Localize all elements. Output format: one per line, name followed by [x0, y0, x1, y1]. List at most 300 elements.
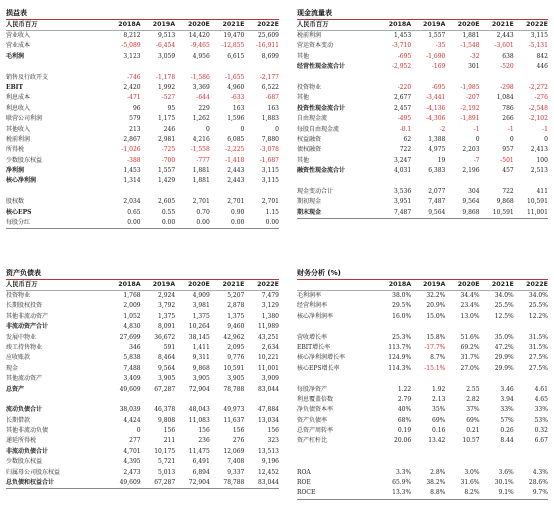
cashflow-cell-value: -2,102	[528, 115, 548, 123]
cashflow-cell-value: 2,513	[530, 167, 548, 175]
balance-cell-value: 7,488	[123, 364, 141, 372]
income-table-row	[6, 197, 279, 207]
cashflow-row-label: 营运资本变动	[297, 42, 334, 50]
ratios-cell-value: 32.2%	[426, 292, 446, 299]
ratios-cell-value: 20.9%	[426, 302, 446, 310]
balance-cell-value: 38,145	[188, 333, 210, 341]
balance-table-row	[6, 312, 279, 322]
financial-ratios-body	[297, 291, 548, 499]
income-table-row	[6, 208, 279, 218]
balance-table-row	[6, 426, 279, 436]
income-cell-value: 0	[240, 125, 245, 133]
balance-cell-value: 5,838	[123, 354, 141, 362]
cashflow-cell-value: -35	[435, 42, 446, 50]
balance-cell-value: 42,962	[223, 333, 245, 341]
cashflow-cell-value: -695	[397, 52, 412, 60]
cashflow-cell-value: -1	[507, 125, 514, 133]
balance-row-label: 非流动负债合计	[6, 447, 49, 455]
balance-cell-value: 9,776	[227, 354, 245, 362]
balance-year-header: 2018A	[118, 281, 141, 288]
balance-cell-value: 13,034	[257, 416, 279, 424]
cashflow-year-header: 2018A	[388, 21, 412, 28]
income-row-label: 少数股东权益	[6, 156, 43, 164]
income-cell-value: 1,557	[158, 167, 176, 175]
income-table-row	[6, 125, 279, 135]
income-cell-value: 1.15	[265, 208, 279, 216]
ratios-cell-value: 15.8%	[426, 333, 446, 341]
balance-row-label: 其他非流动负债	[6, 427, 49, 435]
income-row-label: 营业收入	[6, 32, 31, 39]
balance-cell-value: 2,009	[123, 302, 141, 310]
ratios-year-header: 2018A	[388, 281, 412, 288]
cashflow-cell-value: 9,868	[496, 198, 514, 206]
balance-sheet-panel	[6, 268, 279, 489]
cashflow-cell-value: -2,548	[528, 104, 548, 112]
ratios-cell-value: 31.7%	[460, 354, 480, 362]
balance-row-label: 总资产	[6, 385, 25, 393]
balance-cell-value: 346	[129, 343, 141, 351]
ratios-table-row	[297, 333, 548, 343]
cashflow-cell-value: -495	[397, 115, 412, 123]
balance-cell-value: 5,013	[158, 468, 176, 476]
income-cell-value: 0.65	[127, 208, 141, 216]
income-cell-value: 2,420	[123, 83, 141, 91]
income-cell-value: 7,880	[261, 135, 279, 143]
ratios-spacer	[297, 447, 548, 457]
ratios-table-row	[297, 364, 548, 374]
cashflow-cell-value: 842	[536, 52, 548, 60]
cashflow-table-row	[297, 62, 548, 72]
ratios-cell-value: 6.67	[534, 437, 548, 445]
balance-cell-value: 0	[136, 427, 141, 435]
balance-table-row	[6, 301, 279, 311]
cashflow-cell-value: -520	[500, 63, 514, 71]
balance-cell-value: 1,052	[123, 312, 141, 320]
cashflow-cell-value: 9,564	[428, 208, 446, 216]
income-table-row	[6, 104, 279, 114]
balance-cell-value: 27,699	[119, 333, 141, 341]
income-year-header: 2022E	[257, 21, 279, 28]
income-cell-value: 6,615	[227, 52, 245, 60]
cashflow-cell-value: 957	[502, 146, 514, 154]
ratios-cell-value: 0.21	[466, 427, 480, 435]
ratios-spacer	[297, 322, 548, 332]
balance-table-row	[6, 343, 279, 353]
cashflow-cell-value: 4,975	[428, 146, 446, 154]
balance-cell-value: 13,513	[257, 447, 279, 455]
ratios-year-header: 2019A	[422, 281, 446, 288]
balance-cell-value: 4,424	[123, 416, 141, 424]
cashflow-cell-value: 9,564	[462, 198, 480, 206]
cashflow-row-label: 期末现金	[297, 208, 322, 216]
balance-cell-value: 3,129	[261, 302, 279, 310]
ratios-cell-value: 27.5%	[528, 354, 548, 362]
income-cell-value: 0	[205, 125, 210, 133]
income-row-label: 其他收入	[6, 125, 31, 133]
cashflow-cell-value: -2,192	[460, 104, 480, 112]
income-table-row	[6, 93, 279, 103]
cashflow-statement-body	[297, 31, 548, 218]
income-table-row	[6, 83, 279, 93]
balance-cell-value: 83,044	[257, 385, 279, 393]
ratios-cell-value: 13.42	[428, 437, 446, 445]
income-cell-value: 19,470	[223, 32, 245, 39]
balance-cell-value: 11,637	[223, 416, 245, 424]
ratios-cell-value: 28.6%	[528, 479, 548, 487]
ratios-cell-value: 20.06	[394, 437, 412, 445]
income-cell-value: 1,314	[123, 177, 141, 185]
cashflow-cell-value: 722	[502, 187, 514, 195]
balance-cell-value: 78,788	[223, 385, 245, 393]
cashflow-row-label: 权益融资	[297, 135, 322, 143]
income-cell-value: -725	[161, 146, 176, 154]
cashflow-year-header: 2020E	[457, 21, 480, 28]
balance-cell-value: 9,868	[192, 364, 210, 372]
cashflow-table-row	[297, 83, 548, 93]
balance-cell-value: 9,808	[158, 416, 176, 424]
income-cell-value: 6,085	[227, 135, 245, 143]
ratios-cell-value: 0.32	[534, 427, 548, 435]
cashflow-cell-value: 2,413	[530, 146, 548, 154]
ratios-year-header: 2021E	[491, 281, 514, 288]
balance-cell-value: 156	[198, 427, 210, 435]
ratios-row-label: ROE	[297, 479, 311, 487]
cashflow-cell-value: 638	[502, 52, 514, 60]
balance-cell-value: 1,411	[192, 343, 210, 351]
balance-row-label: 少数股东权益	[6, 458, 43, 466]
cashflow-cell-value: 457	[502, 167, 514, 175]
income-cell-value: 95	[167, 104, 176, 112]
income-row-label: 利息成本	[6, 94, 31, 102]
income-row-label: 核心净利润	[6, 177, 37, 185]
cashflow-cell-value: 3,951	[394, 198, 412, 206]
cashflow-cell-value: 2,203	[462, 146, 480, 154]
balance-cell-value: 7,479	[261, 292, 279, 299]
income-row-label: 营业成本	[6, 42, 31, 50]
cashflow-cell-value: -0.1	[399, 125, 412, 133]
ratios-cell-value: -15.1%	[424, 364, 446, 372]
ratios-cell-value: 69%	[466, 416, 480, 424]
income-cell-value: -1,026	[121, 146, 141, 154]
cashflow-cell-value: -32	[469, 52, 480, 60]
ratios-table-row	[297, 291, 548, 301]
ratios-cell-value: 38.2%	[426, 479, 446, 487]
income-cell-value: -687	[265, 94, 279, 102]
balance-cell-value: 8,091	[158, 323, 176, 331]
cashflow-cell-value: 2,443	[496, 32, 514, 39]
balance-cell-value: 3,905	[192, 375, 210, 383]
income-cell-value: -5,089	[121, 42, 141, 50]
cashflow-cell-value: -3,601	[494, 42, 514, 50]
income-cell-value: 0	[275, 125, 279, 133]
balance-cell-value: 49,609	[119, 479, 141, 487]
cashflow-cell-value: 9,868	[462, 208, 480, 216]
ratios-table-row	[297, 436, 548, 446]
income-cell-value: 6,522	[261, 83, 279, 91]
cashflow-row-label: 投资性现金流合计	[297, 104, 346, 112]
income-cell-value: 0.00	[231, 219, 245, 227]
balance-cell-value: 47,884	[257, 406, 279, 414]
income-cell-value: 4,216	[192, 135, 210, 143]
balance-cell-value: 83,044	[257, 479, 279, 487]
balance-cell-value: 10,264	[188, 323, 210, 331]
balance-table-row	[6, 436, 279, 446]
balance-cell-value: 9,196	[261, 458, 279, 466]
cashflow-cell-value: 7,487	[394, 208, 412, 216]
income-unit-label: 人民币百万	[6, 21, 38, 28]
financial-ratios-panel	[297, 268, 548, 500]
cashflow-cell-value: 1,388	[428, 135, 446, 143]
balance-cell-value: 3,905	[158, 375, 176, 383]
balance-cell-value: 72,904	[188, 479, 210, 487]
income-row-label: 所得税	[6, 146, 25, 154]
income-statement-body	[6, 31, 279, 228]
balance-table-row	[6, 322, 279, 332]
ratios-cell-value: 57%	[500, 416, 514, 424]
cashflow-table-row	[297, 52, 548, 62]
ratios-cell-value: 33%	[500, 406, 514, 414]
cashflow-cell-value: -3,710	[391, 42, 412, 50]
ratios-row-label: 每股净资产	[297, 385, 328, 393]
income-cell-value: 1,881	[192, 177, 210, 185]
income-cell-value: 163	[267, 104, 279, 112]
income-table-row	[6, 145, 279, 155]
ratios-year-header: 2022E	[526, 281, 548, 288]
ratios-table-row	[297, 468, 548, 478]
ratios-cell-value: 38.0%	[392, 292, 412, 299]
ratios-cell-value: 29.9%	[494, 364, 514, 372]
cashflow-cell-value: -7	[473, 156, 480, 164]
cashflow-cell-value: -207	[466, 94, 480, 102]
ratios-cell-value: 25.3%	[392, 333, 412, 341]
income-row-label: 毛利润	[6, 52, 25, 60]
ratios-cell-value: 31.5%	[528, 333, 548, 341]
income-cell-value: 4,960	[227, 83, 245, 91]
ratios-cell-value: 29.5%	[392, 302, 412, 310]
income-cell-value: -471	[127, 94, 141, 102]
cashflow-cell-value: -220	[397, 83, 412, 91]
cashflow-cell-value: 6,383	[428, 167, 446, 175]
cashflow-cell-value: -298	[500, 83, 514, 91]
income-cell-value: -9,465	[190, 42, 210, 50]
ratios-table-row	[297, 426, 548, 436]
ratios-cell-value: 8.8%	[430, 489, 446, 497]
cashflow-cell-value: -2,272	[528, 83, 548, 91]
cashflow-row-label: 每股自由现金流	[297, 125, 340, 133]
balance-row-label: 发展中物业	[6, 333, 37, 341]
balance-table-row	[6, 333, 279, 343]
ratios-cell-value: 65.9%	[392, 479, 412, 487]
balance-cell-value: 5,207	[227, 292, 245, 299]
cashflow-cell-value: 411	[536, 187, 548, 195]
balance-cell-value: 3,981	[192, 302, 210, 310]
cashflow-cell-value: 1,557	[428, 32, 446, 39]
financial-ratios-bottomline	[297, 499, 548, 500]
cashflow-cell-value: 1,453	[394, 32, 412, 39]
financial-ratios-title: 财务分析 (%)	[297, 269, 341, 277]
ratios-table-row	[297, 353, 548, 363]
balance-unit-label: 人民币百万	[6, 281, 38, 288]
income-cell-value: 96	[132, 104, 141, 112]
income-cell-value: -746	[127, 73, 141, 81]
cashflow-row-label: 其他	[297, 94, 310, 102]
cashflow-cell-value: 786	[502, 104, 514, 112]
balance-cell-value: 1,375	[227, 312, 245, 320]
income-cell-value: 2,701	[261, 198, 279, 206]
cashflow-cell-value: 3,536	[394, 187, 412, 195]
cashflow-statement-panel	[297, 8, 548, 219]
balance-cell-value: 78,788	[223, 479, 245, 487]
ratios-cell-value: 27.0%	[460, 364, 480, 372]
balance-cell-value: 7,408	[227, 458, 245, 466]
balance-year-header: 2022E	[257, 281, 279, 288]
cashflow-cell-value: -2,952	[391, 63, 412, 71]
balance-cell-value: 5,721	[158, 458, 176, 466]
balance-cell-value: 48,043	[188, 406, 210, 414]
cashflow-cell-value: 10,591	[492, 208, 514, 216]
income-cell-value: 3,369	[192, 83, 210, 91]
ratios-cell-value: 0.19	[397, 427, 412, 435]
cashflow-cell-value: 19	[437, 156, 446, 164]
balance-sheet-body	[6, 291, 279, 488]
income-cell-value: 0.55	[161, 208, 176, 216]
ratios-row-label: 经营利润率	[297, 302, 328, 310]
balance-cell-value: 276	[232, 437, 245, 445]
ratios-row-label: 资产负债率	[297, 416, 328, 424]
balance-cell-value: 156	[267, 427, 279, 435]
income-spacer	[6, 187, 279, 197]
ratios-cell-value: 12.5%	[494, 312, 514, 320]
income-row-label: 股权数	[6, 198, 25, 206]
cashflow-row-label: 债权融资	[297, 146, 322, 154]
balance-cell-value: 11,083	[188, 416, 210, 424]
balance-table-row	[6, 374, 279, 384]
cashflow-row-label: 税前利润	[297, 32, 322, 39]
cashflow-cell-value: 266	[502, 115, 514, 123]
income-row-label: 销售及行政开支	[6, 73, 49, 81]
cashflow-row-label: 现金变动合计	[297, 187, 334, 195]
ratios-row-label: 营收增长率	[297, 333, 328, 341]
income-cell-value: 163	[232, 104, 245, 112]
cashflow-cell-value: 3,247	[394, 156, 412, 164]
balance-cell-value: 236	[198, 437, 210, 445]
income-cell-value: -644	[196, 94, 210, 102]
ratios-row-label: ROCE	[297, 489, 316, 497]
income-cell-value: 0.70	[196, 208, 210, 216]
income-cell-value: 1,596	[227, 115, 245, 123]
ratios-cell-value: 25.5%	[528, 302, 548, 310]
cashflow-table-row	[297, 104, 548, 114]
income-cell-value: -16,911	[255, 42, 279, 50]
cashflow-row-label: 融资性现金流合计	[297, 167, 346, 175]
ratios-cell-value: 114.3%	[388, 364, 412, 372]
ratios-cell-value: -17.7%	[424, 343, 446, 351]
cashflow-cell-value: 11,001	[526, 208, 548, 216]
income-cell-value: -2,177	[259, 73, 279, 81]
balance-cell-value: 2,878	[227, 302, 245, 310]
balance-cell-value: 10,175	[154, 447, 176, 455]
cashflow-table-row	[297, 197, 548, 207]
balance-row-label: 递延所得税	[6, 437, 37, 445]
balance-cell-value: 9,460	[227, 323, 245, 331]
ratios-cell-value: 30.1%	[494, 479, 514, 487]
cashflow-statement-header	[297, 20, 548, 31]
income-cell-value: 2,443	[227, 167, 245, 175]
income-cell-value: 1,453	[123, 167, 141, 175]
balance-cell-value: 4,830	[123, 323, 141, 331]
balance-cell-value: 2,095	[227, 343, 245, 351]
ratios-cell-value: 13.3%	[392, 489, 412, 497]
ratios-cell-value: 9.7%	[532, 489, 548, 497]
balance-cell-value: 11,001	[257, 364, 279, 372]
cashflow-cell-value: -1	[542, 125, 548, 133]
balance-row-label: 竣工持售物业	[6, 343, 43, 351]
ratios-cell-value: 34.4%	[460, 292, 480, 299]
balance-sheet-title: 资产负债表	[6, 269, 41, 277]
balance-cell-value: 49,609	[119, 385, 141, 393]
income-cell-value: -777	[196, 156, 210, 164]
balance-cell-value: 12,069	[223, 447, 245, 455]
income-cell-value: -3,078	[259, 146, 279, 154]
income-row-label: 利息收入	[6, 104, 31, 112]
balance-table-row	[6, 447, 279, 457]
balance-table-row	[6, 353, 279, 363]
balance-row-label: 归属母公司股东权益	[6, 468, 61, 476]
income-cell-value: 2,701	[227, 198, 245, 206]
cashflow-cell-value: -4,136	[426, 104, 446, 112]
income-cell-value: -1,418	[225, 156, 245, 164]
income-cell-value: 579	[129, 115, 141, 123]
income-year-header: 2021E	[222, 21, 245, 28]
ratios-table-row	[297, 301, 548, 311]
ratios-table-row	[297, 488, 548, 498]
cashflow-row-label: 其他	[297, 52, 310, 60]
balance-cell-value: 6,894	[192, 468, 210, 476]
income-cell-value: 14,420	[188, 32, 210, 39]
ratios-cell-value: 12.2%	[528, 312, 548, 320]
ratios-row-label: 利息覆盖倍数	[297, 395, 334, 403]
income-cell-value: 2,701	[192, 198, 210, 206]
cashflow-cell-value: 301	[468, 63, 480, 71]
ratios-cell-value: 1.22	[397, 385, 412, 393]
ratios-unit-label	[297, 280, 377, 290]
income-row-label: 联营公司利润	[6, 115, 43, 123]
income-table-row	[6, 156, 279, 166]
cashflow-year-header: 2019A	[422, 21, 446, 28]
balance-table-row	[6, 291, 279, 301]
ratios-cell-value: 16.0%	[392, 312, 412, 320]
ratios-cell-value: 2.79	[397, 395, 412, 403]
balance-row-label: 现金	[6, 364, 19, 372]
income-spacer	[6, 62, 279, 72]
cashflow-cell-value: 304	[468, 187, 480, 195]
income-cell-value: 1,429	[158, 177, 176, 185]
income-row-label: 核心EPS	[6, 208, 32, 216]
ratios-row-label: 总资产周转率	[297, 427, 334, 435]
income-cell-value: 9,513	[158, 32, 176, 39]
ratios-table-row	[297, 416, 548, 426]
ratios-row-label: 毛利润率	[297, 292, 322, 299]
cashflow-cell-value: -2	[439, 125, 446, 133]
cashflow-cell-value: -1,548	[460, 42, 480, 50]
ratios-cell-value: 37%	[466, 406, 480, 414]
cashflow-statement-bottomline	[297, 218, 548, 219]
balance-cell-value: 3,909	[261, 375, 279, 383]
cashflow-table-row	[297, 93, 548, 103]
cashflow-cell-value: -3,441	[426, 94, 446, 102]
income-year-header: 2018A	[118, 21, 141, 28]
income-year-header: 2019A	[152, 21, 176, 28]
